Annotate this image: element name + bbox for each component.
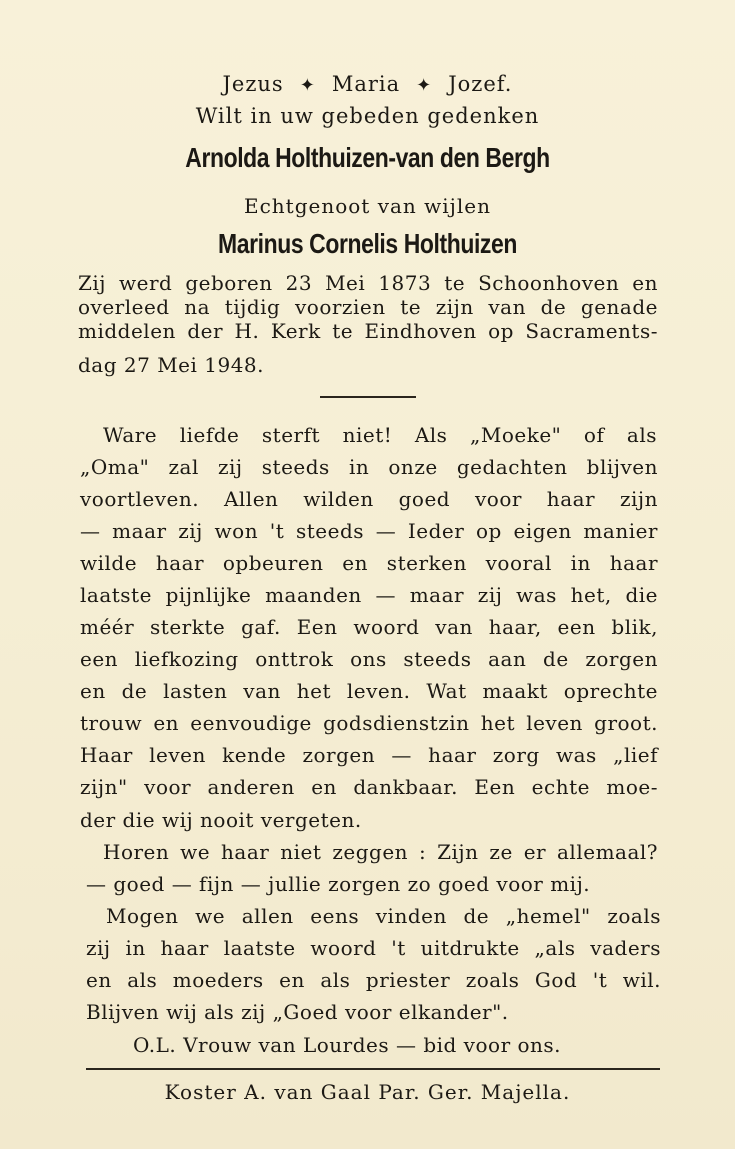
text-line: „Oma" zal zij steeds in onze gedachten blijven: [80, 455, 658, 479]
text-line: Blijven wij als zij „Goed voor elkander".: [86, 1000, 509, 1024]
text-line: zijn" voor anderen en dankbaar. Een echte moe-: [80, 775, 658, 799]
text-line: Haar leven kende zorgen — haar zorg was „lief: [80, 743, 658, 767]
name-jezus: Jezus: [222, 72, 284, 96]
text-line: — goed — fijn — jullie zorgen zo goed voor mij.: [86, 872, 591, 896]
text-line: Mogen we allen eens vinden de „hemel" zoals: [106, 904, 661, 928]
bio-line: dag 27 Mei 1948.: [78, 353, 265, 377]
relation-line: Echtgenoot van wijlen: [243, 194, 491, 218]
text-line: méér sterkte gaf. Een woord van haar, een blik,: [80, 615, 658, 639]
cross-icon: ✦: [299, 75, 316, 96]
text-line: der die wij nooit vergeten.: [80, 808, 362, 832]
text-line: trouw en eenvoudige godsdienstzin het leven groot.: [80, 711, 658, 735]
deceased-name: Arnolda Holthuizen-van den Bergh: [185, 142, 550, 173]
text-line: een liefkozing onttrok ons steeds aan de zorgen: [80, 647, 658, 671]
footer-rule: [86, 1068, 660, 1070]
printer-credit: Koster A. van Gaal Par. Ger. Majella.: [164, 1080, 571, 1104]
text-line: — maar zij won 't steeds — Ieder op eigen manier: [80, 519, 658, 543]
separator-rule: [320, 396, 416, 398]
text-line: Ware liefde sterft niet! Als „Moeke" of als: [103, 423, 657, 447]
name-maria: Maria: [331, 72, 401, 96]
cross-icon: ✦: [416, 75, 433, 96]
bio-line: middelen der H. Kerk te Eindhoven op Sacraments-: [78, 319, 658, 343]
invocation-line: O.L. Vrouw van Lourdes — bid voor ons.: [133, 1033, 562, 1057]
prayer-request: Wilt in uw gebeden gedenken: [195, 104, 540, 128]
bio-line: overleed na tijdig voorzien te zijn van de genade: [78, 295, 658, 319]
text-line: voortleven. Allen wilden goed voor haar zijn: [80, 487, 658, 511]
holy-family-line: [0, 72, 735, 98]
text-line: Horen we haar niet zeggen : Zijn ze er allemaal?: [103, 840, 658, 864]
spouse-name: Marinus Cornelis Holthuizen: [218, 228, 517, 259]
text-line: en de lasten van het leven. Wat maakt oprechte: [80, 679, 658, 703]
text-line: laatste pijnlijke maanden — maar zij was het, die: [80, 583, 658, 607]
name-jozef: Jozef.: [448, 72, 513, 96]
bio-line: Zij werd geboren 23 Mei 1873 te Schoonhoven en: [78, 271, 658, 295]
text-line: en als moeders en als priester zoals God 't wil.: [86, 968, 661, 992]
text-line: wilde haar opbeuren en sterken vooral in haar: [80, 551, 658, 575]
text-line: zij in haar laatste woord 't uitdrukte „als vaders: [86, 936, 661, 960]
